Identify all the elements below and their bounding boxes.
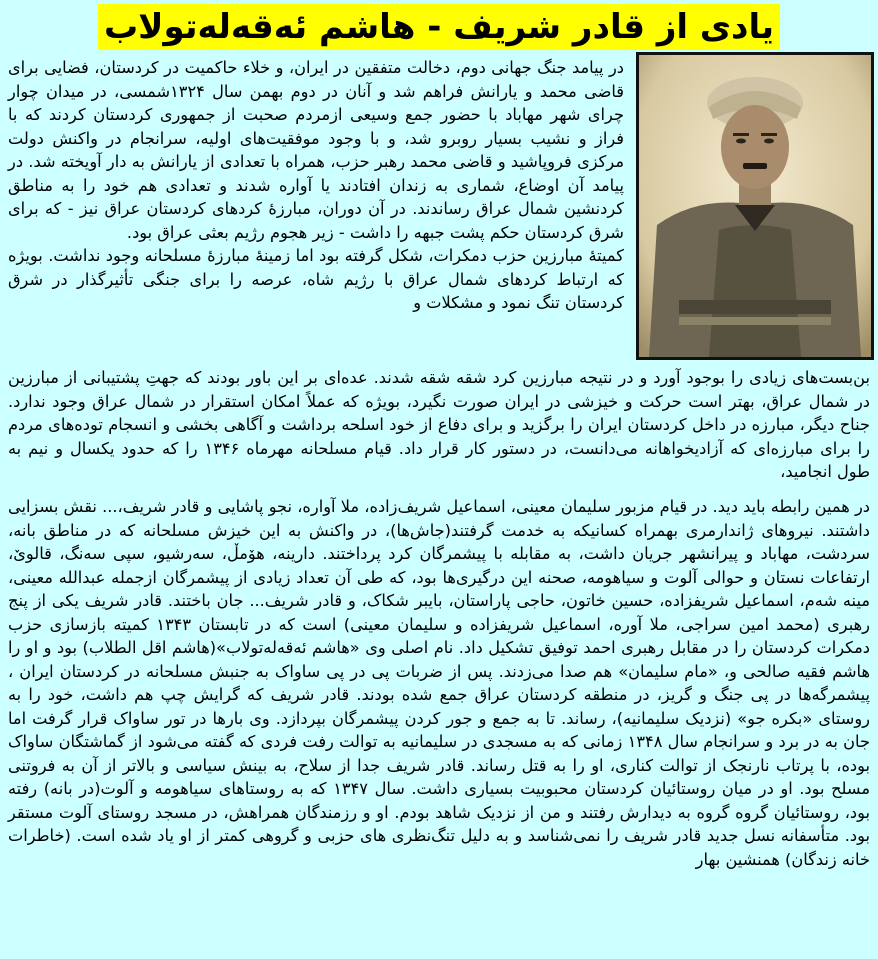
paragraph-text: بن‌بست‌های زیادی را بوجود آورد و در نتیجه مبارزین کرد شقه شقه شدند. عده‌ای بر این باور بودند که جهتِ پشتیبانی از مبارزین در شمال عراق، بهتر است حرکت و خیزشی در ایران صورت نگیرد، بویژه که عملاً امکان استقرار در شمال عراق وجود ندارد. جناح دیگر، مبارزه در داخل کردستان ایران را برگزید و برای دفاع از خود اسلحه برداشت و آگاهی بخشی و انسجام توده‌های مردم را برای مبارزه‌ای که آزادیخواهانه می‌دانست، در دستور کار قرار داد. قیام مسلحانه مهرماه ۱۳۴۶ را که حدود یکسال و نیم به طول انجامید،	[8, 368, 870, 481]
portrait-photo-icon	[639, 55, 871, 357]
article-paragraph-1	[8, 56, 624, 315]
article-paragraph-3	[8, 495, 870, 871]
title-container	[0, 4, 878, 50]
paragraph-text: کمیتۀ مبارزین حزب دمکرات، شکل گرفته بود اما زمینۀ مبارزۀ مسلحانه وجود نداشت. بویژه که ارتباط کردهای شمال عراق با رژیم شاه، عرصه را برای جنگی تأثیرگذار در شرق کردستان تنگ نمود و مشکلات و	[8, 246, 624, 312]
paragraph-text: در همین رابطه باید دید. در قیام مزبور سلیمان معینی، اسماعیل شریف‌زاده، ملا آواره، نجو پاشایی و قادر شریف،... نقش بسزایی داشتند. نیروهای ژاندارمری بهمراه کسانیکه به خدمت گرفتند(جاش‌ها)، در واکنش به این خیزش مسلحانه که در مناطق بانه، سردشت، مهاباد و پیرانشهر جریان داشت، به مقابله با پیشمرگان کرد پرداختند. دارینه، هۆمڵ، سەرشیو، سپی سەنگ، قالوێ، ارتفاعات نستان و حوالی آلوت و سیاهومه، صحنه این درگیری‌ها بود، که طی آن تعداد زیادی از پیشمرگان ازجمله عبدالله معینی، مینه شەم، اسماعیل شریفزاده، حسین خاتون، حاجی پاراستان، بایبر شکاک، و قادر شریف... جان باختند. قادر شریف یکی از پنج رهبری (محمد امین سراجی، ملا آوره، اسماعیل شریفزاده و سلیمان معینی) است که در تابستان ۱۳۴۳ کمیته بازسازی حزب دمکرات کردستان را در مقابل رهبری احمد توفیق تشکیل داد. نام اصلی وی «هاشم ئەقەلەتولاب»(هاشم اقل الطلاب) بود و او را هاشم فقیه صالحی و، «مام سلیمان» هم صدا می‌زدند. پس از ضربات پی در پی ساواک به جنبش مسلحانه در کردستان ایران ، پیشمرگه‌ها در پی جنگ و گریز، در منطقه کردستان عراق جمع شده بودند. قادر شریف که گرایش چپ هم داشت، خود را به روستای «بکره جو» (نزدیک سلیمانیه)، رساند. تا به جمع و جور کردن پیشمرگان بپردازد. وی بارها در تور ساواک قرار گرفت اما جان به در برد و سرانجام سال ۱۳۴۸ زمانی که به مسجدی در سلیمانیه به توالت رفت فردی که گفته می‌شود از گماشتگان ساواک بوده، با پرتاب نارنجک از توالت کناری، او را به قتل رساند. قادر شریف جدا از سلاح، به بینش سیاسی و بالاتر از آن به فروتنی مسلح بود. او در میان روستائیان کردستان محبوبیت بسیاری داشت. سال ۱۳۴۷ که به روستاهای سیاهومه و آلوت(در بانه) رفته بود، روستائیان گروه گروه به دیدارش رفتند و من از نزدیک شاهد بودم. او و رزمندگان همراهش، در مسجد روستای آلوت مستقر بود. متأسفانه نسل جدید قادر شریف را نمی‌شناسد و به دلیل تنگ‌نظری های حزبی و گروهی کمتر از او یاد شده است. (خاطرات خانه زندگان) همنشین بهار	[8, 497, 871, 869]
portrait-photo	[636, 52, 874, 360]
page-title: یادی از قادر شریف - هاشم ئەقەلەتولاب	[98, 4, 780, 50]
article-paragraph-2	[8, 366, 870, 484]
paragraph-text: در پیامد جنگ جهانی دوم، دخالت متفقین در ایران، و خلاء حاکمیت در کردستان، فضایی برای قاضی محمد و یارانش فراهم شد و آنان در دوم بهمن سال ۱۳۲۴شمسی، در میدان چوار چرای شهر مهاباد با حضور جمع وسیعی ازمردم صحبت از جمهوری کردستان کردند که با فراز و نشیب بسیار روبرو شد، و با وجود موفقیت‌های اولیه، سرانجام در واکنش دولت مرکزی فروپاشید و قاضی محمد رهبر حزب، همراه با تعدادی از یارانش به دار آویخته شد. در پیامد آن اوضاع، شماری به زندان افتادند یا آواره شدند و تعدادی هم خود را به مناطق کردنشین شمال عراق رساندند. در آن دوران، مبارزۀ کردهای کردستان عراق نیز - که برای شرق کردستان حکم پشت جبهه را داشت - زیر هجوم رژیم بعثی عراق بود.	[8, 58, 624, 242]
